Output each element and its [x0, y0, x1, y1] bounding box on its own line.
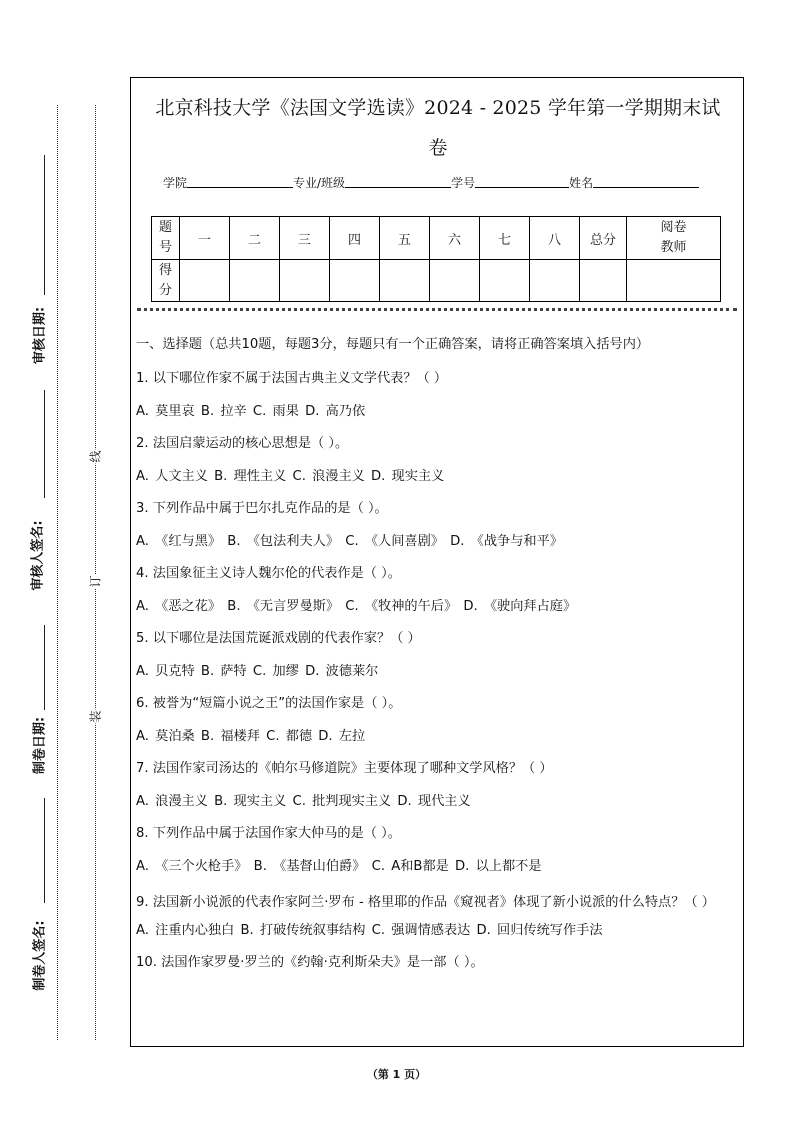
student-id-label: 学号	[451, 176, 476, 190]
exam-frame	[130, 77, 744, 1047]
college-field[interactable]	[187, 175, 293, 188]
question-2-options: A. 人文主义 B. 理性主义 C. 浪漫主义 D. 现实主义	[136, 469, 445, 484]
question-4: 4. 法国象征主义诗人魏尔伦的代表作是（ ）。	[136, 566, 401, 581]
score-cell-total[interactable]	[580, 260, 627, 302]
score-col-8: 八	[530, 217, 580, 260]
score-cell-8[interactable]	[530, 260, 580, 302]
score-table-score-row	[152, 260, 721, 302]
score-header-question-no	[152, 217, 180, 260]
question-3-options: A. 《红与黑》 B. 《包法利夫人》 C. 《人间喜剧》 D. 《战争与和平》	[136, 534, 563, 549]
question-7: 7. 法国作家司汤达的《帕尔马修道院》主要体现了哪种文学风格？（ ）	[136, 761, 553, 776]
question-2: 2. 法国启蒙运动的核心思想是（ ）。	[136, 436, 349, 451]
binding-dotted-line-outer	[57, 105, 58, 1040]
exam-title-line1: 北京科技大学《法国文学选读》2024 - 2025 学年第一学期期末试	[155, 97, 721, 119]
major-field[interactable]	[345, 175, 451, 188]
reviewer-date-label: 审核日期:	[32, 306, 48, 365]
score-cell-6[interactable]	[430, 260, 480, 302]
name-field[interactable]	[593, 175, 699, 188]
score-cell-3[interactable]	[280, 260, 330, 302]
score-row-label-text: 得分	[158, 262, 172, 298]
page-number: （第 1 页）	[366, 1068, 427, 1081]
binding-mark-staple: 订	[88, 575, 103, 588]
maker-date-label: 制卷日期:	[32, 716, 48, 775]
score-col-2: 二	[230, 217, 280, 260]
header-dotted-separator	[137, 308, 737, 311]
name-label: 姓名	[569, 176, 594, 190]
reviewer-sign-line	[44, 390, 45, 498]
score-row-label	[152, 260, 180, 302]
question-8-options: A. 《三个火枪手》 B. 《基督山伯爵》 C. A和B都是 D. 以上都不是	[136, 859, 542, 874]
question-3: 3. 下列作品中属于巴尔扎克作品的是（ ）。	[136, 501, 388, 516]
binding-dotted-line-inner	[95, 105, 96, 1040]
score-cell-7[interactable]	[480, 260, 530, 302]
question-5: 5. 以下哪位是法国荒诞派戏剧的代表作家？（ ）	[136, 631, 421, 646]
student-id-field[interactable]	[475, 175, 569, 188]
question-4-options: A. 《恶之花》 B. 《无言罗曼斯》 C. 《牧神的午后》 D. 《驶向拜占庭》	[136, 599, 577, 614]
score-col-reviewer	[627, 217, 721, 260]
score-cell-5[interactable]	[380, 260, 430, 302]
score-cell-reviewer[interactable]	[627, 260, 721, 302]
question-1: 1. 以下哪位作家不属于法国古典主义文学代表？（ ）	[136, 371, 448, 386]
score-cell-2[interactable]	[230, 260, 280, 302]
reviewer-date-line	[44, 155, 45, 295]
reviewer-sign-label: 审核人签名:	[30, 520, 46, 591]
score-col-5: 五	[380, 217, 430, 260]
binding-mark-bind: 装	[88, 710, 103, 723]
score-table	[151, 216, 721, 302]
question-8: 8. 下列作品中属于法国作家大仲马的是（ ）。	[136, 826, 401, 841]
question-9-options: A. 注重内心独白 B. 打破传统叙事结构 C. 强调情感表达 D. 回归传统写作手法	[136, 923, 603, 938]
score-cell-4[interactable]	[330, 260, 380, 302]
score-cell-1[interactable]	[180, 260, 230, 302]
score-header-question-no-text: 题号	[158, 220, 172, 255]
question-7-options: A. 浪漫主义 B. 现实主义 C. 批判现实主义 D. 现代主义	[136, 794, 471, 809]
score-col-1: 一	[180, 217, 230, 260]
score-table-header-row	[152, 217, 721, 260]
section-multiple-choice	[136, 334, 740, 985]
score-col-3: 三	[280, 217, 330, 260]
question-5-options: A. 贝克特 B. 萨特 C. 加缪 D. 波德莱尔	[136, 664, 379, 679]
question-1-options: A. 莫里哀 B. 拉辛 C. 雨果 D. 高乃依	[136, 404, 366, 419]
question-6: 6. 被誉为“短篇小说之王”的法国作家是（ ）。	[136, 696, 402, 711]
score-col-6: 六	[430, 217, 480, 260]
score-col-7: 七	[480, 217, 530, 260]
question-9: 9. 法国新小说派的代表作家阿兰·罗布 - 格里耶的作品《窥视者》体现了新小说派的什么特点？（ ）	[136, 895, 715, 910]
maker-sign-line	[44, 798, 45, 903]
major-label: 专业/班级	[293, 176, 346, 190]
question-10: 10. 法国作家罗曼·罗兰的《约翰·克利斯朵夫》是一部（ ）。	[136, 955, 484, 970]
section-heading: 一、选择题（总共10题，每题3分，每题只有一个正确答案，请将正确答案填入括号内）	[136, 337, 650, 352]
question-6-options: A. 莫泊桑 B. 福楼拜 C. 都德 D. 左拉	[136, 729, 366, 744]
maker-sign-label: 制卷人签名:	[32, 920, 48, 991]
binding-mark-line: 线	[88, 450, 103, 463]
exam-title	[131, 88, 745, 168]
score-col-reviewer-text: 阅卷教师	[660, 220, 687, 255]
score-col-4: 四	[330, 217, 380, 260]
college-label: 学院	[163, 176, 188, 190]
student-info-row	[163, 174, 723, 191]
exam-title-line2: 卷	[428, 137, 448, 159]
maker-date-line	[44, 625, 45, 710]
score-col-total: 总分	[580, 217, 627, 260]
